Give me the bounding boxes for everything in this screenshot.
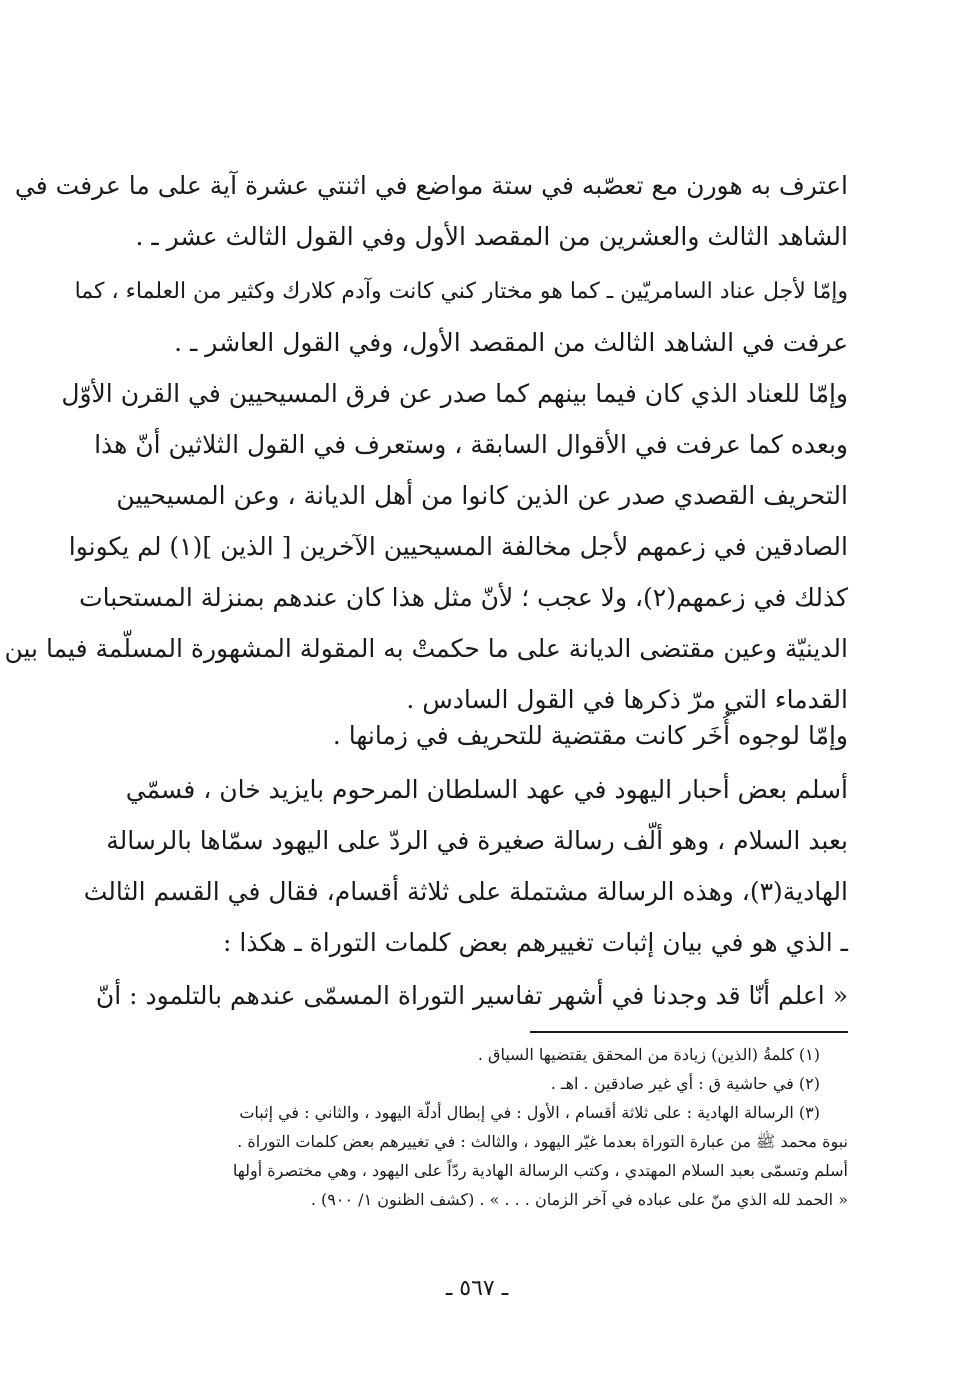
text-line: الهادية(٣)، وهذه الرسالة مشتملة على ثلاثة أقسام، فقال في القسم الثالث bbox=[83, 877, 848, 906]
paragraph-2 bbox=[74, 266, 848, 368]
text-line: وإمّا لوجوه أُخَر كانت مقتضية للتحريف في زمانها . bbox=[332, 721, 848, 750]
text-line: الصادقين في زعمهم لأجل مخالفة المسيحيين الآخرين [ الذين ](١) لم يكونوا bbox=[68, 532, 848, 561]
paragraph-4 bbox=[128, 710, 848, 761]
paragraph-6 bbox=[95, 970, 848, 1021]
text-line: وإمّا للعناد الذي كان فيما بينهم كما صدر عن فرق المسيحيين في القرن الأوّل bbox=[61, 379, 848, 408]
paragraph-1 bbox=[14, 160, 848, 262]
page-number: ـ ٥٦٧ ـ bbox=[445, 1276, 509, 1301]
text-line: أسلم بعض أحبار اليهود في عهد السلطان المرحوم بايزيد خان ، فسمّي bbox=[125, 775, 848, 804]
text-line: « اعلم أنّا قد وجدنا في أشهر تفاسير التوراة المسمّى عندهم بالتلمود : أنّ bbox=[95, 981, 848, 1010]
text-line: ـ الذي هو في بيان إثبات تغييرهم بعض كلمات التوراة ـ هكذا : bbox=[223, 928, 848, 957]
paragraph-3 bbox=[4, 368, 848, 725]
text-line: اعترف به هورن مع تعصّبه في ستة مواضع في اثنتي عشرة آية على ما عرفت في bbox=[14, 171, 848, 200]
footnote-3-continued: أسلم وتسمّى بعبد السلام المهتدي ، وكتب الرسالة الهادية ردّاً على اليهود ، وهي مختصرة أولها bbox=[232, 1161, 848, 1180]
footnotes bbox=[128, 1040, 848, 1214]
text-line: الدينيّة وعين مقتضى الديانة على ما حكمتْ به المقولة المشهورة المسلّمة فيما بين bbox=[4, 634, 848, 663]
text-line: كذلك في زعمهم(٢)، ولا عجب ؛ لأنّ مثل هذا كان عندهم بمنزلة المستحبات bbox=[79, 583, 848, 612]
footnote-3-continued: نبوة محمد ﷺ من عبارة التوراة بعدما غيّر اليهود ، والثالث : في تغييرهم بعض كلمات التوراة . bbox=[237, 1132, 848, 1151]
text-line: الشاهد الثالث والعشرين من المقصد الأول وفي القول الثالث عشر ـ . bbox=[135, 222, 848, 251]
text-line: وبعده كما عرفت في الأقوال السابقة ، وستعرف في القول الثلاثين أنّ هذا bbox=[94, 430, 848, 459]
footnote-1: (١) كلمةُ (الذين) زيادة من المحقق يقتضيها السياق . bbox=[477, 1045, 820, 1064]
footnote-divider bbox=[530, 1031, 848, 1033]
text-line: القدماء التي مرّ ذكرها في القول السادس . bbox=[406, 685, 848, 714]
text-line: بعبد السلام ، وهو ألّف رسالة صغيرة في الردّ على اليهود سمّاها بالرسالة bbox=[106, 826, 848, 855]
footnote-3: (٣) الرسالة الهادية : على ثلاثة أقسام ، الأول : في إبطال أدلّة اليهود ، والثاني : في إثبات bbox=[239, 1103, 820, 1122]
footnote-3-continued: « الحمد لله الذي منّ على عباده في آخر الزمان . . . » . (كشف الظنون ١/ ٩٠٠) . bbox=[310, 1190, 848, 1209]
text-line: وإمّا لأجل عناد السامريّين ـ كما هو مختار كني كانت وآدم كلارك وكثير من العلماء ، كما bbox=[74, 279, 848, 304]
text-line: عرفت في الشاهد الثالث من المقصد الأول، وفي القول العاشر ـ . bbox=[174, 328, 848, 357]
footnote-2: (٢) في حاشية ق : أي غير صادقين . اهـ . bbox=[550, 1074, 820, 1093]
paragraph-5 bbox=[83, 764, 848, 968]
text-line: التحريف القصدي صدر عن الذين كانوا من أهل الديانة ، وعن المسيحيين bbox=[116, 481, 848, 510]
